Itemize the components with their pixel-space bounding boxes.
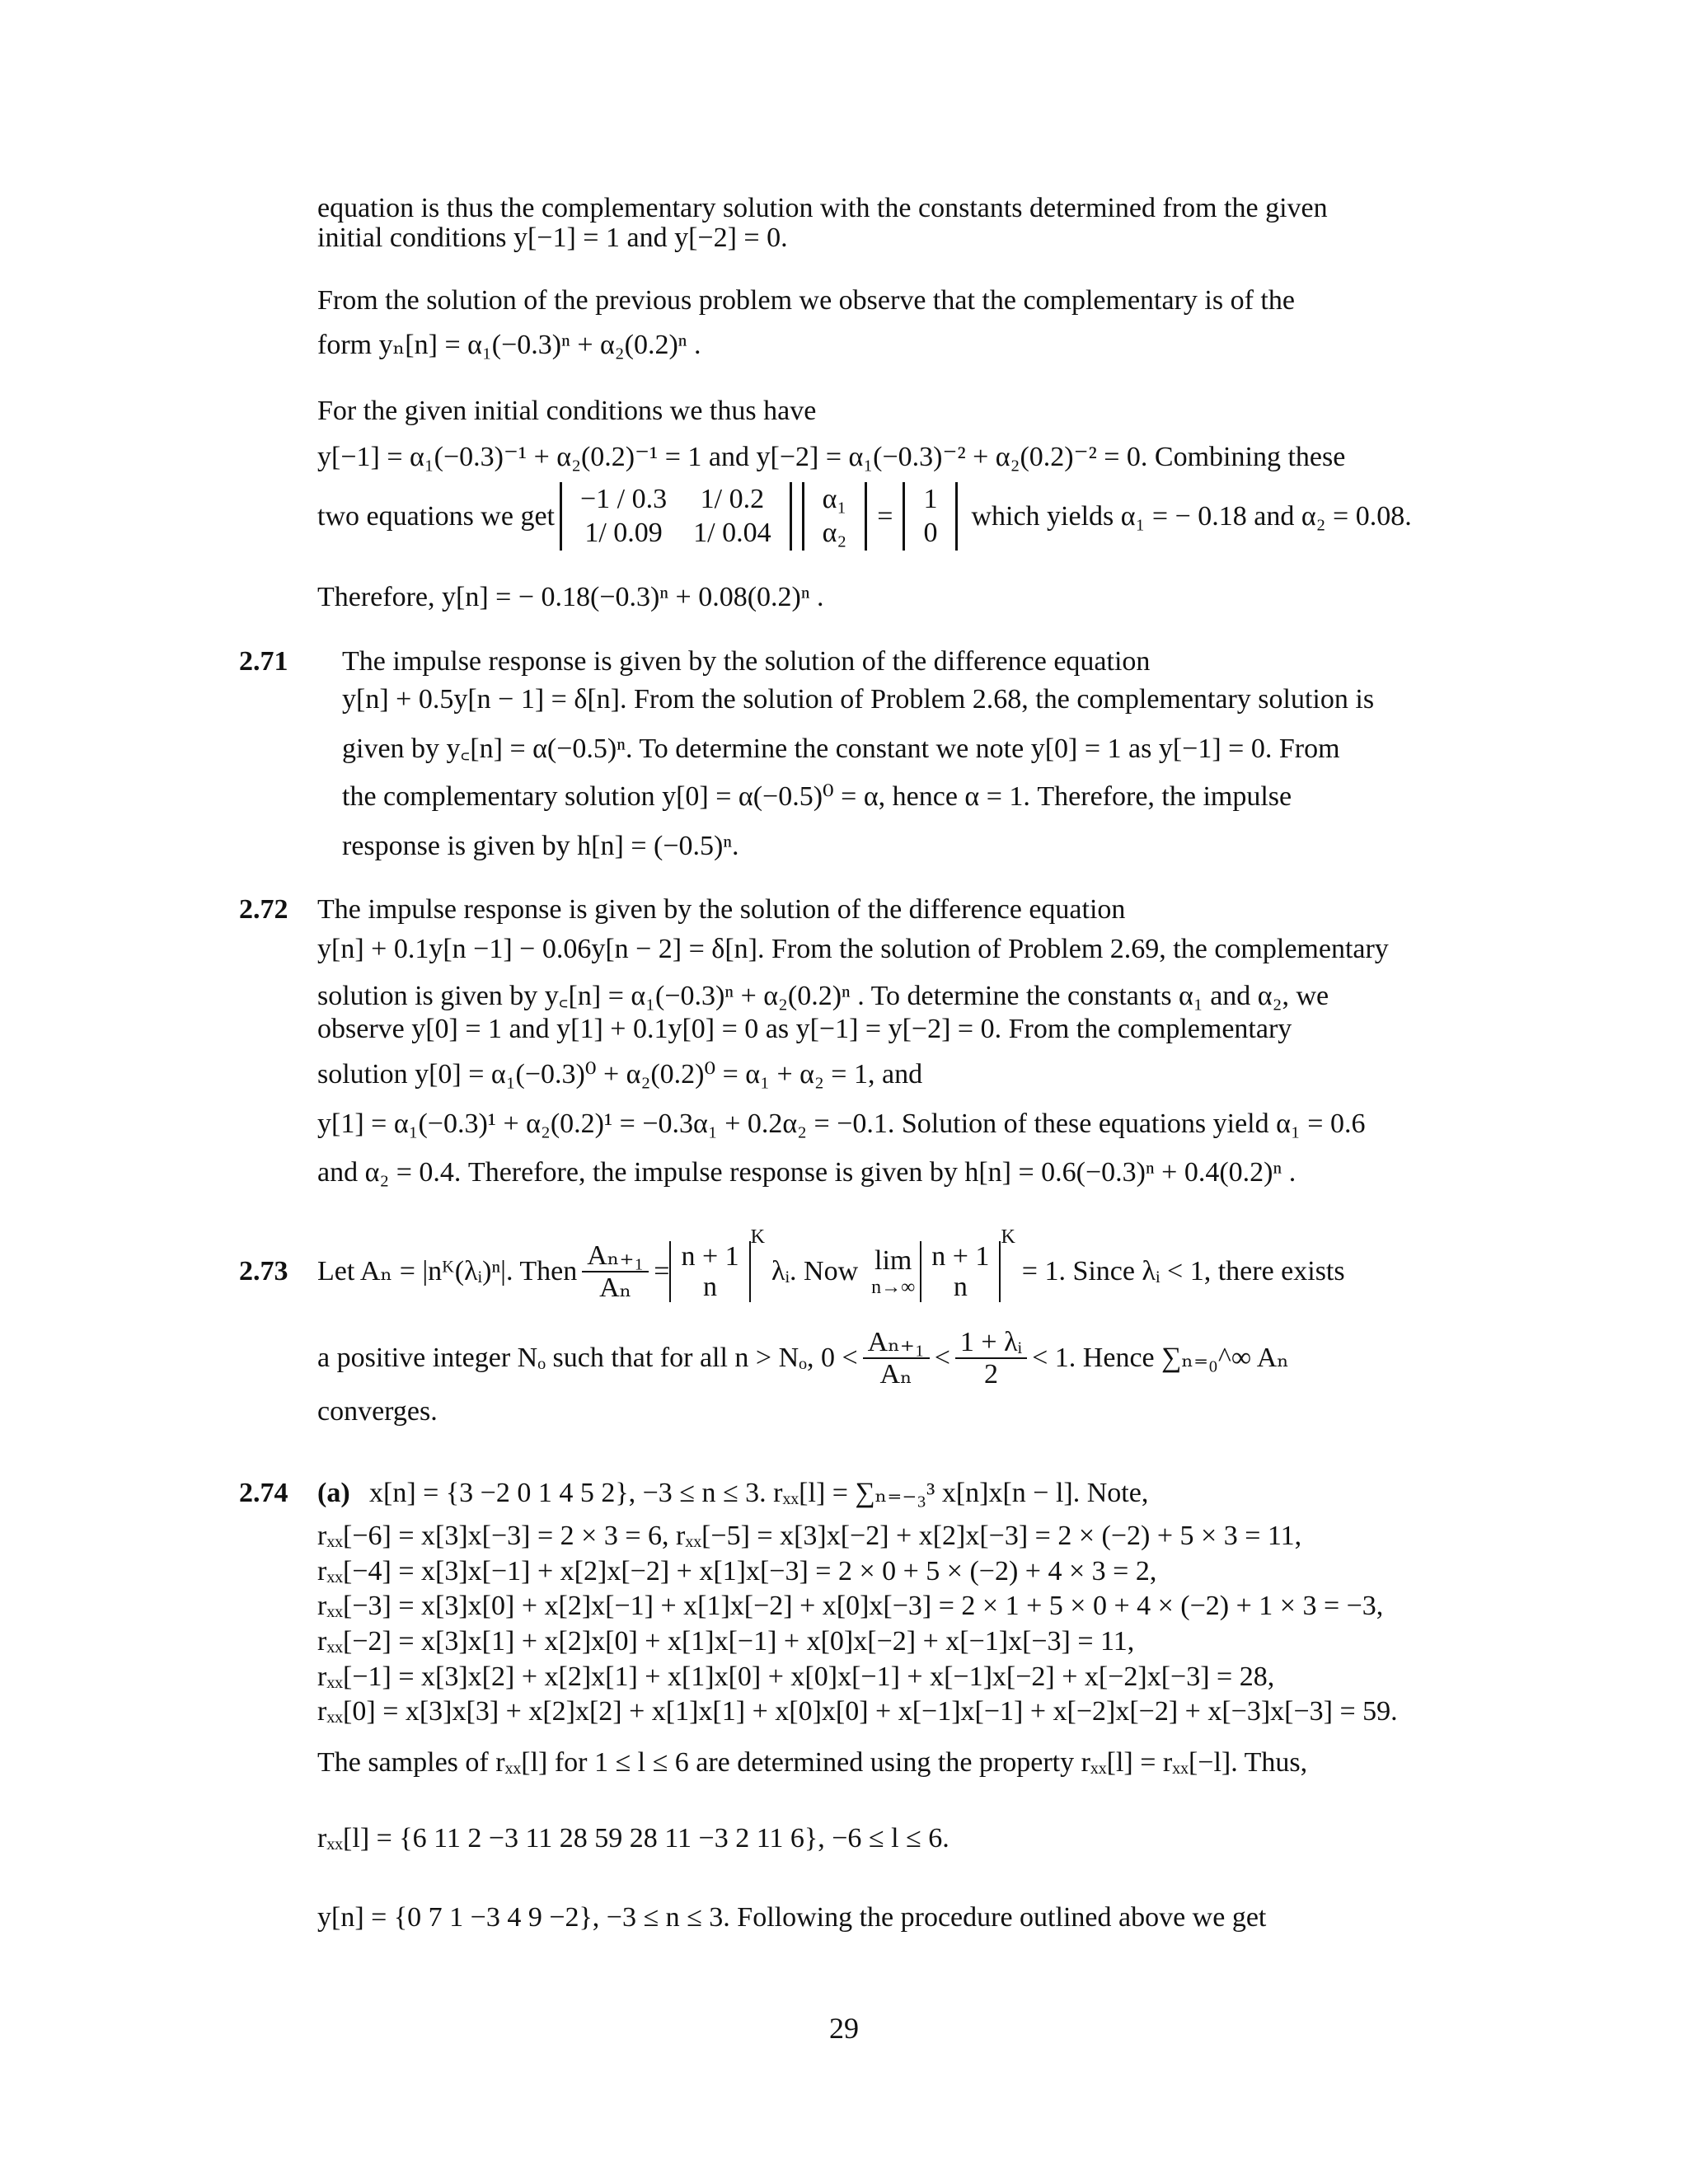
- p272-line-5: solution y[0] = α₁(−0.3)⁰ + α₂(0.2)⁰ = α₁ + α₂ = 1, and: [317, 1059, 923, 1090]
- p274-line-2: rₓₓ[−6] = x[3]x[−3] = 2 × 3 = 6, rₓₓ[−5] = x[3]x[−2] + x[2]x[−3] = 2 × (−2) + 5 × 3 = 11,: [317, 1521, 1302, 1551]
- alpha-vector: [802, 482, 868, 551]
- vector-cell: α₁: [822, 484, 847, 514]
- problem-number-2-71: 2.71: [239, 646, 288, 677]
- p274-line-4: rₓₓ[−3] = x[3]x[0] + x[2]x[−1] + x[1]x[−2] + x[0]x[−3] = 2 × 1 + 5 × 0 + 4 × (−2) + 1 × 3 = −3,: [317, 1591, 1384, 1621]
- intro-line-1: equation is thus the complementary solution with the constants determined from the given: [317, 193, 1328, 223]
- exponent-k: K: [1001, 1226, 1015, 1248]
- p273-integer: a positive integer Nₒ such that for all n > Nₒ, 0 <: [317, 1343, 858, 1374]
- p271-line-3: given by y꜀[n] = α(−0.5)ⁿ. To determine the constant we note y[0] = 1 as y[−1] = 0. From: [342, 733, 1340, 764]
- coefficient-matrix: [560, 482, 792, 551]
- rhs-vector: [903, 482, 958, 551]
- abs-bracket: [920, 1241, 1001, 1303]
- abs-bracket: [669, 1241, 750, 1303]
- matrix-cell: 1/ 0.04: [693, 518, 771, 549]
- intro-line-4: form yₙ[n] = α₁(−0.3)ⁿ + α₂(0.2)ⁿ .: [317, 330, 701, 360]
- p272-line-2: y[n] + 0.1y[n −1] − 0.06y[n − 2] = δ[n]. From the solution of Problem 2.69, the complementary: [317, 934, 1389, 964]
- problem-number-2-72: 2.72: [239, 894, 288, 925]
- fraction-denominator: n: [703, 1272, 718, 1302]
- intro-line-8: Therefore, y[n] = − 0.18(−0.3)ⁿ + 0.08(0.2)ⁿ .: [317, 582, 824, 612]
- vector-cell: α₂: [822, 518, 847, 549]
- exponent-k: K: [750, 1226, 765, 1248]
- p273-now: λᵢ. Now: [771, 1256, 859, 1287]
- p274-line-3: rₓₓ[−4] = x[3]x[−1] + x[2]x[−2] + x[1]x[−3] = 2 × 0 + 5 × (−2) + 4 × 3 = 2,: [317, 1556, 1157, 1586]
- p272-line-6: y[1] = α₁(−0.3)¹ + α₂(0.2)¹ = −0.3α₁ + 0.2α₂ = −0.1. Solution of these equations yield α₁ = 0.6: [317, 1108, 1366, 1139]
- abs-fraction: [676, 1241, 743, 1303]
- matrix-cell: 1/ 0.2: [700, 484, 765, 514]
- problem-number-2-74: 2.74: [239, 1478, 288, 1508]
- p271-line-2: y[n] + 0.5y[n − 1] = δ[n]. From the solution of Problem 2.68, the complementary solution is: [342, 684, 1375, 715]
- matrix-cell: −1 / 0.3: [580, 484, 668, 514]
- fraction-denominator: Aₙ: [599, 1272, 632, 1303]
- ratio-fraction: [582, 1240, 649, 1304]
- p273-line-1: [317, 1226, 1345, 1317]
- matrix-cell: 1/ 0.09: [584, 518, 663, 549]
- p272-line-3: solution is given by y꜀[n] = α₁(−0.3)ⁿ + α₂(0.2)ⁿ . To determine the constants α₁ and α₂, we: [317, 981, 1329, 1011]
- part-label-a: (a): [317, 1478, 350, 1508]
- matrix-eq-suffix: which yields α₁ = − 0.18 and α₂ = 0.08.: [971, 500, 1412, 532]
- limit-subscript: n→∞: [871, 1276, 916, 1298]
- limit-word: lim: [874, 1245, 912, 1277]
- vector-cell: 0: [923, 518, 938, 549]
- fraction-denominator: n: [953, 1272, 968, 1302]
- intro-line-3: From the solution of the previous problem we observe that the complementary is of the: [317, 285, 1295, 316]
- p273-line-3: converges.: [317, 1396, 438, 1427]
- fraction-denominator: Aₙ: [879, 1359, 912, 1390]
- less-than-sign: <: [934, 1343, 950, 1374]
- abs-fraction: [926, 1241, 994, 1303]
- limit: [871, 1245, 915, 1298]
- fraction-numerator: n + 1: [681, 1240, 739, 1272]
- matrix-eq-prefix: two equations we get: [317, 500, 555, 532]
- matrix-equation: two equations we get −1 / 0.3 1/ 0.2 1/ 0.09 1/ 0.04 α₁ α₂ = 1 0 which yields α₁ = − 0.18 and α₂ = 0.08.: [317, 482, 1412, 551]
- p274-line-7: rₓₓ[0] = x[3]x[3] + x[2]x[2] + x[1]x[1] + x[0]x[0] + x[−1]x[−1] + x[−2]x[−2] + x[−3]x[−3] = 59.: [317, 1696, 1398, 1727]
- p274-line-9: rₓₓ[l] = {6 11 2 −3 11 28 59 28 11 −3 2 11 6}, −6 ≤ l ≤ 6.: [317, 1823, 950, 1854]
- p273-hence: < 1. Hence ∑ₙ₌₀^∞ Aₙ: [1032, 1343, 1289, 1374]
- intro-line-5: For the given initial conditions we thus have: [317, 396, 817, 426]
- p273-let: Let Aₙ = |nᴷ(λᵢ)ⁿ|. Then: [317, 1256, 578, 1287]
- p271-line-1: The impulse response is given by the solution of the difference equation: [342, 646, 1151, 677]
- ratio-fraction: [863, 1327, 930, 1390]
- fraction-denominator: 2: [984, 1359, 998, 1390]
- p273-since: = 1. Since λᵢ < 1, there exists: [1021, 1256, 1345, 1287]
- fraction-numerator: 1 + λᵢ: [955, 1327, 1027, 1359]
- bound-fraction: [955, 1327, 1027, 1390]
- p273-line-2: [317, 1317, 1289, 1399]
- p271-line-4: the complementary solution y[0] = α(−0.5)⁰ = α, hence α = 1. Therefore, the impulse: [342, 781, 1292, 812]
- fraction-numerator: n + 1: [931, 1240, 990, 1272]
- p274-line-8: The samples of rₓₓ[l] for 1 ≤ l ≤ 6 are determined using the property rₓₓ[l] = rₓₓ[−l]. Thus,: [317, 1747, 1308, 1778]
- p272-line-4: observe y[0] = 1 and y[1] + 0.1y[0] = 0 as y[−1] = y[−2] = 0. From the complementary: [317, 1014, 1292, 1044]
- vector-cell: 1: [923, 484, 938, 514]
- intro-line-2: initial conditions y[−1] = 1 and y[−2] = 0.: [317, 223, 788, 253]
- fraction-numerator: Aₙ₊₁: [863, 1327, 930, 1359]
- page-number: 29: [829, 2012, 859, 2045]
- p272-line-1: The impulse response is given by the solution of the difference equation: [317, 894, 1126, 925]
- fraction-numerator: Aₙ₊₁: [582, 1240, 649, 1272]
- p274-line-5: rₓₓ[−2] = x[3]x[1] + x[2]x[0] + x[1]x[−1] + x[0]x[−2] + x[−1]x[−3] = 11,: [317, 1626, 1135, 1657]
- p274-line-10: y[n] = {0 7 1 −3 4 9 −2}, −3 ≤ n ≤ 3. Following the procedure outlined above we get: [317, 1902, 1267, 1933]
- problem-number-2-73: 2.73: [239, 1256, 288, 1286]
- equals-sign: =: [654, 1256, 670, 1287]
- p274-line-1: x[n] = {3 −2 0 1 4 5 2}, −3 ≤ n ≤ 3. rₓₓ[l] = ∑ₙ₌₋₃³ x[n]x[n − l]. Note,: [369, 1478, 1149, 1508]
- intro-line-6: y[−1] = α₁(−0.3)⁻¹ + α₂(0.2)⁻¹ = 1 and y[−2] = α₁(−0.3)⁻² + α₂(0.2)⁻² = 0. Combining these: [317, 442, 1346, 472]
- p274-line-6: rₓₓ[−1] = x[3]x[2] + x[2]x[1] + x[1]x[0] + x[0]x[−1] + x[−1]x[−2] + x[−2]x[−3] = 28,: [317, 1661, 1275, 1692]
- p271-line-5: response is given by h[n] = (−0.5)ⁿ.: [342, 831, 739, 861]
- p272-line-7: and α₂ = 0.4. Therefore, the impulse response is given by h[n] = 0.6(−0.3)ⁿ + 0.4(0.2)ⁿ .: [317, 1157, 1296, 1188]
